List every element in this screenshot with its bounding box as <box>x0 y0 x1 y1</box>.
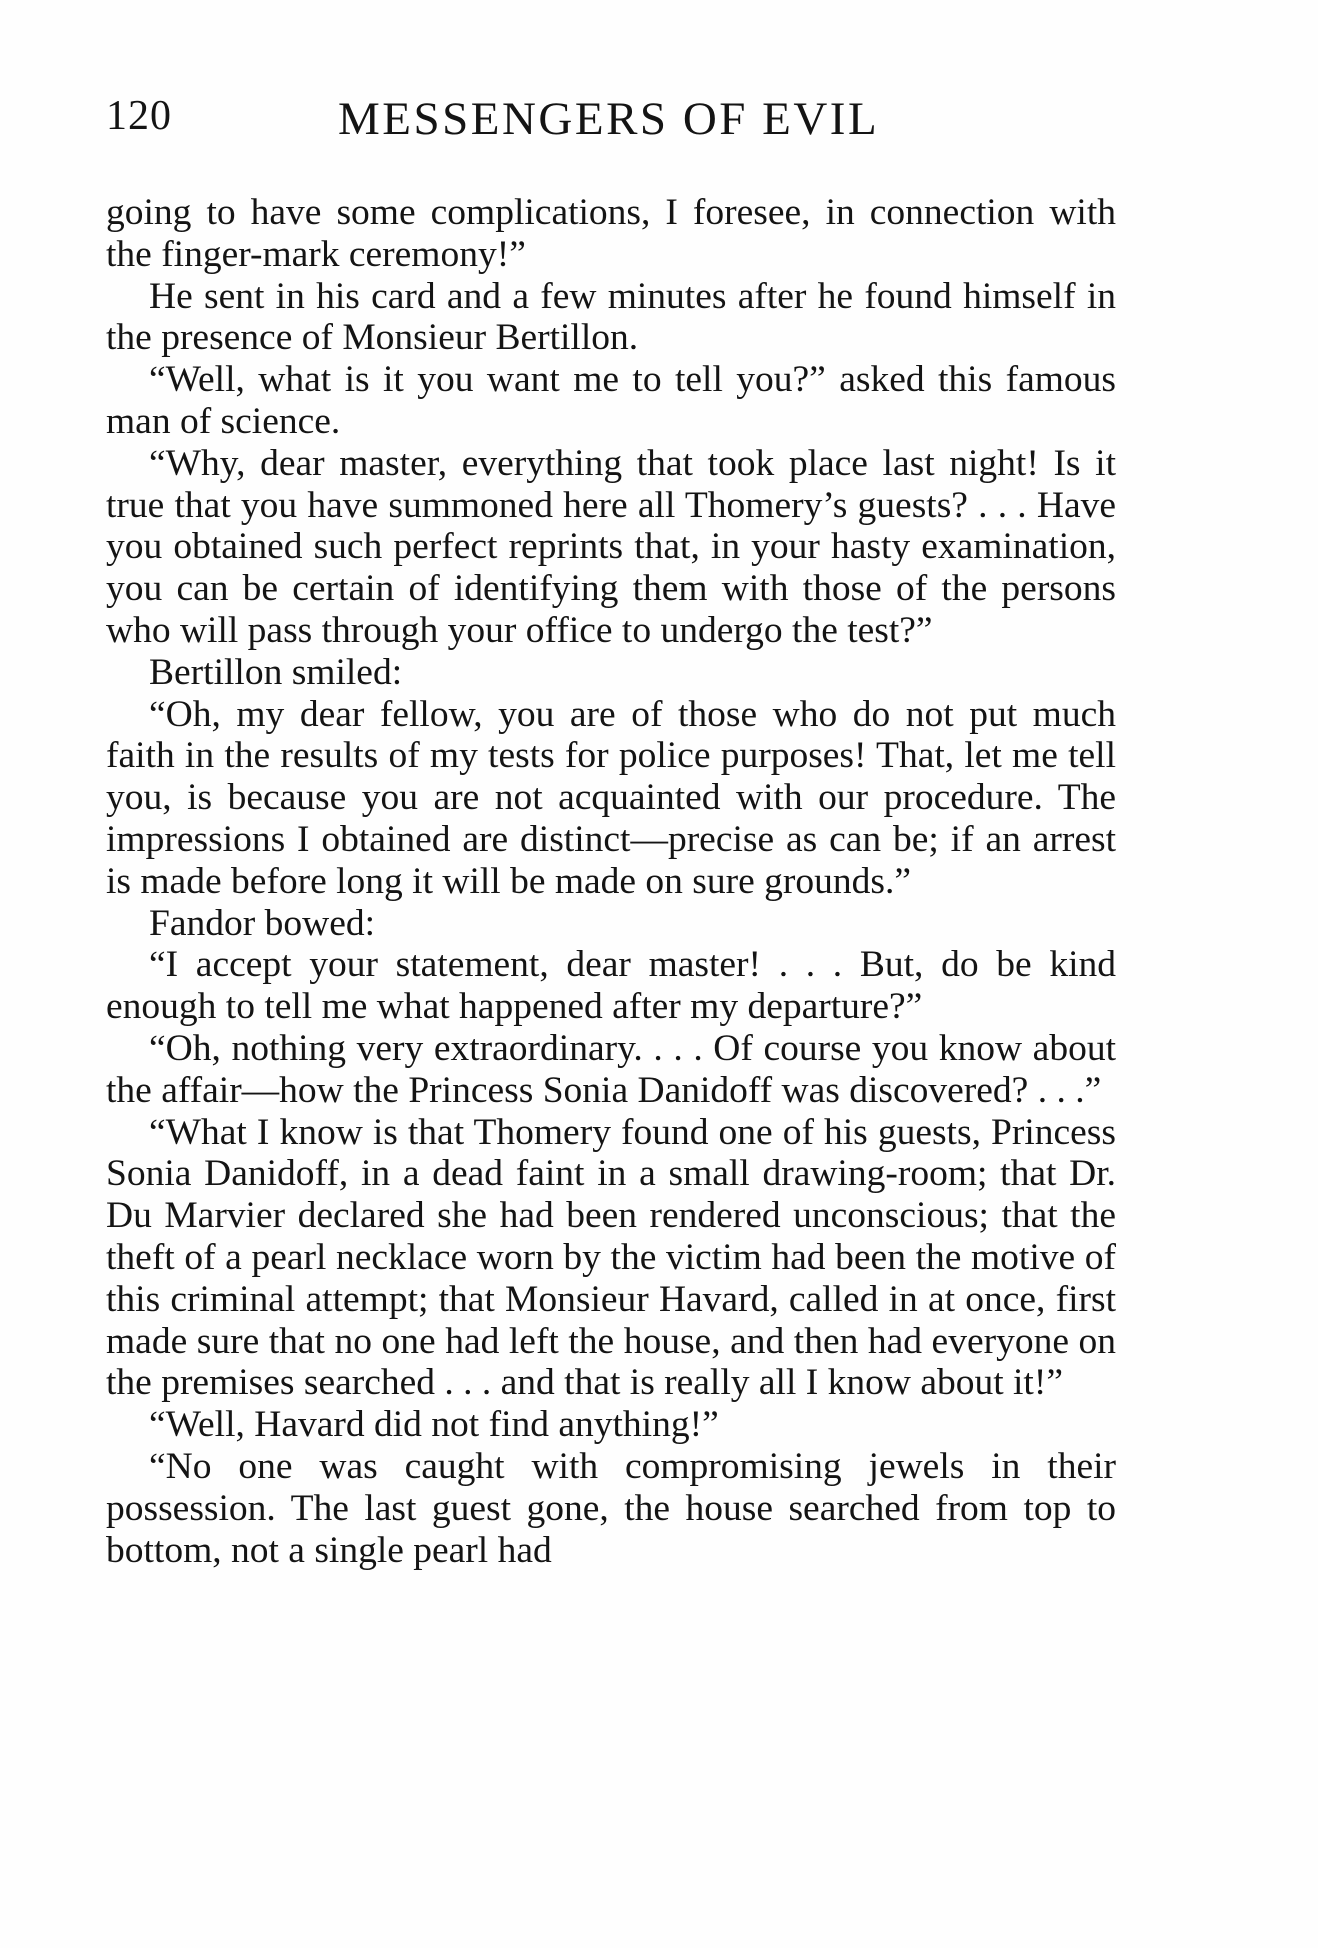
paragraph: “What I know is that Thomery found one of his guests, Princess Sonia Danidoff, in a dead faint in a small drawing-room; that Dr. Du Marvier declared she had been rendered unconscious; that the theft of a pearl necklace worn by the victim had been the motive of this criminal attempt; that Monsieur Havard, called in at once, first made sure that no one had left the house, and then had everyone on the premises searched . . . and that is really all I know about it!” <box>106 1111 1116 1404</box>
paragraph: “Oh, my dear fellow, you are of those who do not put much faith in the results of my tests for police purposes! That, let me tell you, is because you are not acquainted with our procedure. The impressions I obtained are distinct—precise as can be; if an arrest is made before long it will be made on sure grounds.” <box>106 693 1116 902</box>
paragraph: “Why, dear master, everything that took place last night! Is it true that you have summoned here all Thomery’s guests? . . . Have you obtained such perfect reprints that, in your hasty examination, you can be certain of identifying them with those of the persons who will pass through your office to undergo the test?” <box>106 442 1116 651</box>
page-header <box>106 92 1116 152</box>
paragraph: “Well, Havard did not find anything!” <box>149 1404 719 1446</box>
paragraph: Fandor bowed: <box>149 902 376 944</box>
paragraph: He sent in his card and a few minutes after he found himself in the presence of Monsieur Bertillon. <box>106 275 1116 359</box>
paragraph: going to have some complications, I foresee, in connection with the finger-mark ceremony!” <box>106 192 1116 275</box>
paragraph: “Well, what is it you want me to tell you?” asked this famous man of science. <box>106 359 1116 442</box>
paragraph: Bertillon smiled: <box>149 651 403 693</box>
body-text <box>106 192 1116 1571</box>
paragraph: “I accept your statement, dear master! . . . But, do be kind enough to tell me what happened after my departure?” <box>106 944 1116 1028</box>
paragraph: “Oh, nothing very extraordinary. . . . Of course you know about the affair—how the Princess Sonia Danidoff was discovered? . . .” <box>106 1027 1116 1111</box>
page-number: 120 <box>106 93 172 139</box>
running-title: MESSENGERS OF EVIL <box>338 93 880 145</box>
paragraph: “No one was caught with compromising jewels in their possession. The last guest gone, the house searched from top to bottom, not a single pearl had <box>106 1445 1116 1571</box>
